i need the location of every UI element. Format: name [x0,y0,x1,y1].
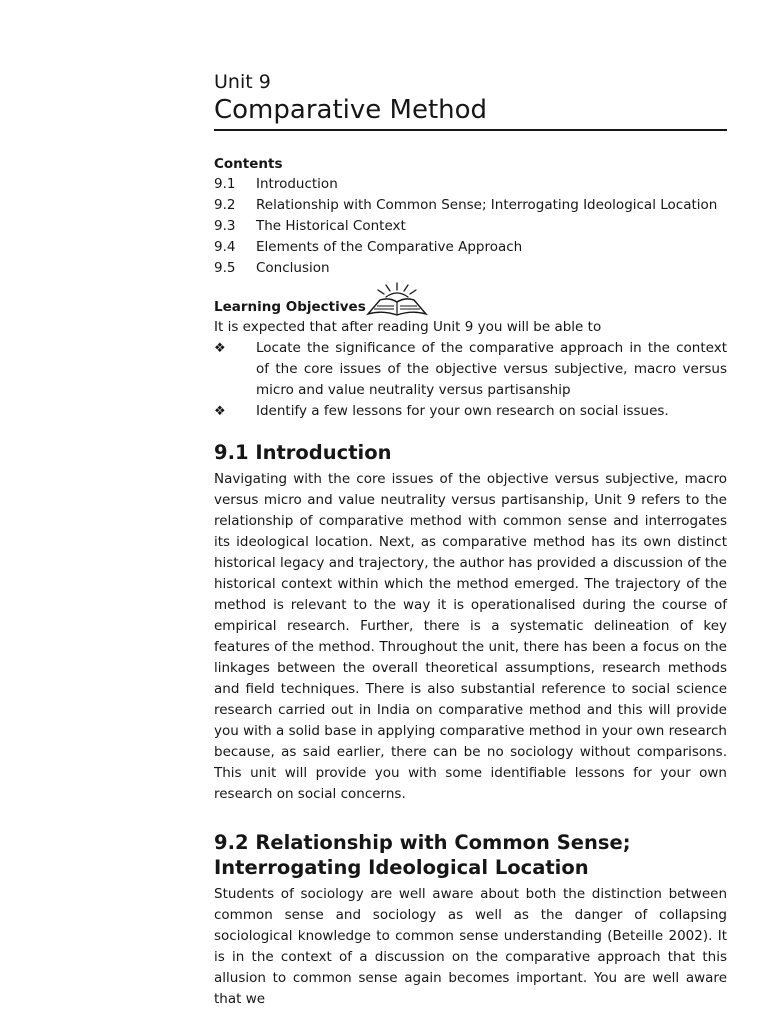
title-divider [214,129,727,131]
objective-item [214,338,727,401]
contents-item [214,216,727,237]
document-page [214,70,727,1010]
contents-heading: Contents [214,156,283,172]
open-book-icon [366,281,428,317]
contents-item-number: 9.2 [214,197,236,213]
introduction-paragraph: Navigating with the core issues of the objective versus subjective, macro versus micro and value neutrality versus partisanship, Unit 9 refers to the relationship of comparative method with common sense and interrogates its ideological location. Next, as comparative method has its own distinct historical legacy and trajectory, the author has provided a discussion of the historical context within which the method emerged. The trajectory of the method is relevant to the way it is operationalised during the course of empirical research. Further, there is a systematic delineation of key features of the method. Throughout the unit, there has been a focus on the linkages between the overall theoretical assumptions, research methods and field techniques. There is also substantial reference to social science research carried out in India on comparative method and this will provide you with a solid base in applying comparative method in your own research because, as said earlier, there can be no sociology without comparisons. This unit will provide you with some identifiable lessons for your own research on social concerns. [214,471,727,802]
contents-item [214,174,727,195]
contents-item-number: 9.3 [214,218,236,234]
learning-objectives-header [214,283,727,317]
learning-objectives-intro: It is expected that after reading Unit 9 you will be able to [214,319,602,335]
contents-item-label: The Historical Context [256,218,406,234]
contents-item [214,258,727,279]
contents-item [214,237,727,258]
section-heading-common-sense [214,830,727,880]
objective-item [214,401,727,422]
section-heading-line: 9.2 Relationship with Common Sense; [214,831,631,854]
section-heading-introduction: 9.1 Introduction [214,441,392,464]
common-sense-paragraph: Students of sociology are well aware about both the distinction between common sense and sociology as well as the danger of collapsing sociological knowledge to common sense understanding (Beteille 2002). It is in the context of a discussion on the comparative approach that this allusion to common sense again becomes important. You are well aware that we [214,886,727,1007]
learning-objectives-list [214,338,727,422]
objective-text: Locate the significance of the comparative approach in the context of the core issues of the objective versus subjective, macro versus micro and value neutrality versus partisanship [256,340,727,398]
contents-list [214,174,727,279]
contents-item-label: Introduction [256,176,338,192]
contents-item-label: Relationship with Common Sense; Interrogating Ideological Location [256,197,718,213]
contents-item-number: 9.4 [214,239,236,255]
bullet-diamond-icon: ❖ [214,341,226,356]
objective-text: Identify a few lessons for your own research on social issues. [256,403,669,419]
section-heading-line: Interrogating Ideological Location [214,856,589,879]
contents-item-label: Conclusion [256,260,330,276]
unit-label: Unit 9 [214,71,271,93]
contents-item-label: Elements of the Comparative Approach [256,239,523,255]
bullet-diamond-icon: ❖ [214,404,226,419]
contents-item-number: 9.5 [214,260,236,276]
contents-item [214,195,727,216]
learning-objectives-heading: Learning Objectives [214,299,366,315]
unit-title: Comparative Method [214,95,488,125]
contents-item-number: 9.1 [214,176,236,192]
